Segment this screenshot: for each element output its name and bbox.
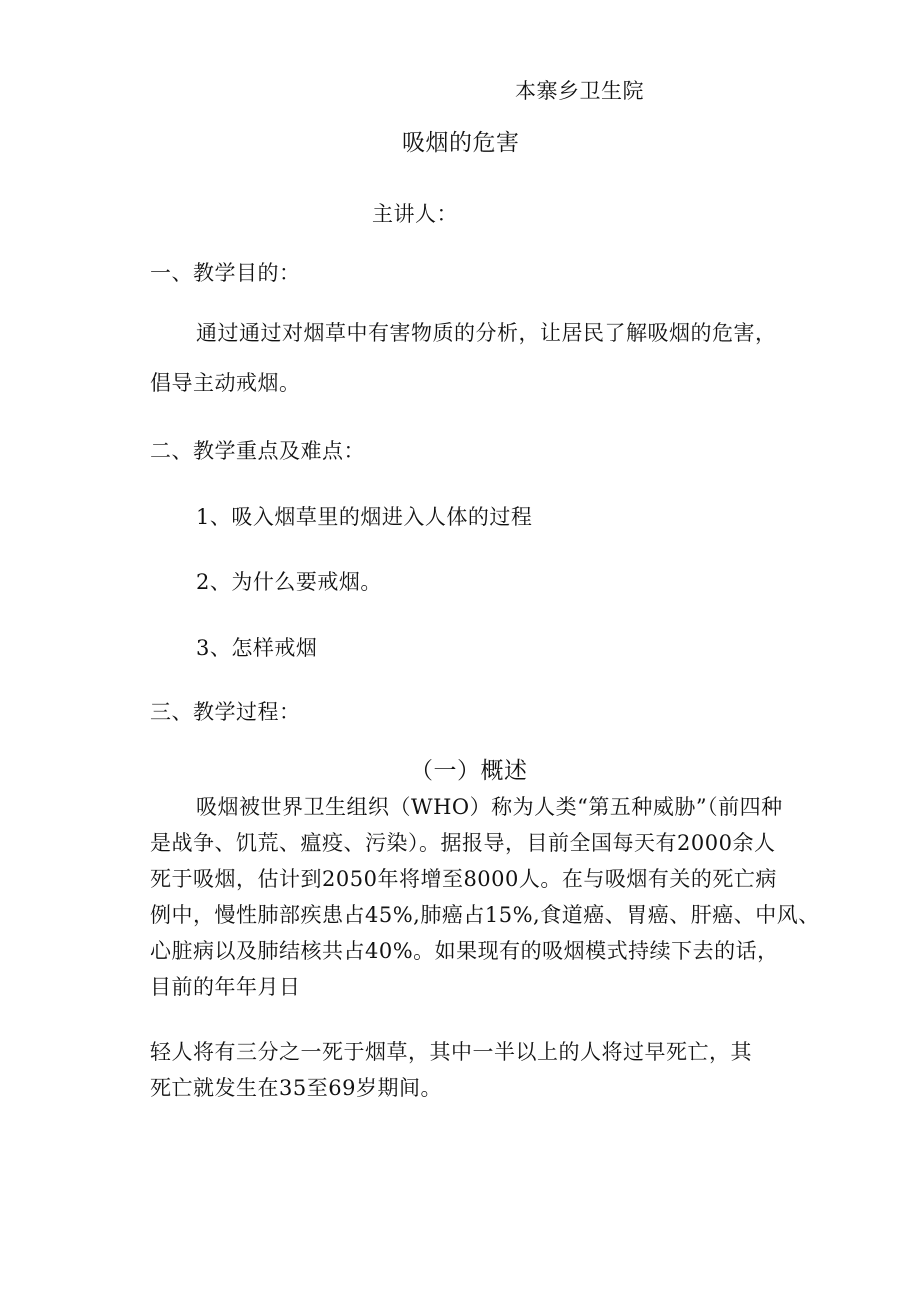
key-points-heading: 二、教学重点及难点： bbox=[150, 439, 365, 463]
overview-paragraph2-line-2: 死亡就发生在35至69岁期间。 bbox=[150, 1076, 442, 1100]
presenter-label: 主讲人： bbox=[372, 202, 458, 226]
overview-paragraph1-line-1: 吸烟被世界卫生组织（WHO）称为人类“第五种威胁”（前四种 bbox=[196, 795, 783, 819]
document-title: 吸烟的危害 bbox=[402, 130, 520, 156]
key-point-item-3: 3、怎样戒烟 bbox=[196, 636, 318, 660]
key-point-item-2: 2、为什么要戒烟。 bbox=[196, 570, 382, 594]
process-heading: 三、教学过程： bbox=[150, 700, 301, 724]
objective-line-2: 倡导主动戒烟。 bbox=[150, 371, 301, 395]
overview-paragraph1-line-4: 例中，慢性肺部疾患占45%,肺癌占15%,食道癌、胃癌、肝癌、中风、 bbox=[150, 903, 820, 927]
organization-name: 本寨乡卫生院 bbox=[515, 79, 644, 103]
key-point-item-1: 1、吸入烟草里的烟进入人体的过程 bbox=[196, 505, 533, 529]
objective-line-1: 通过通过对烟草中有害物质的分析，让居民了解吸烟的危害， bbox=[196, 321, 777, 345]
overview-paragraph1-line-5: 心脏病以及肺结核共占40%。如果现有的吸烟模式持续下去的话， bbox=[150, 939, 779, 963]
overview-paragraph2-line-1: 轻人将有三分之一死于烟草，其中一半以上的人将过早死亡，其 bbox=[150, 1040, 752, 1064]
overview-paragraph1-line-3: 死于吸烟，估计到2050年将增至8000人。在与吸烟有关的死亡病 bbox=[150, 867, 777, 891]
overview-paragraph1-line-2: 是战争、饥荒、瘟疫、污染）。据报导，目前全国每天有2000余人 bbox=[150, 831, 776, 855]
overview-paragraph1-line-6: 目前的年年月日 bbox=[150, 975, 301, 999]
objective-heading: 一、教学目的： bbox=[150, 261, 301, 285]
overview-subheading: （一）概述 bbox=[410, 758, 528, 784]
